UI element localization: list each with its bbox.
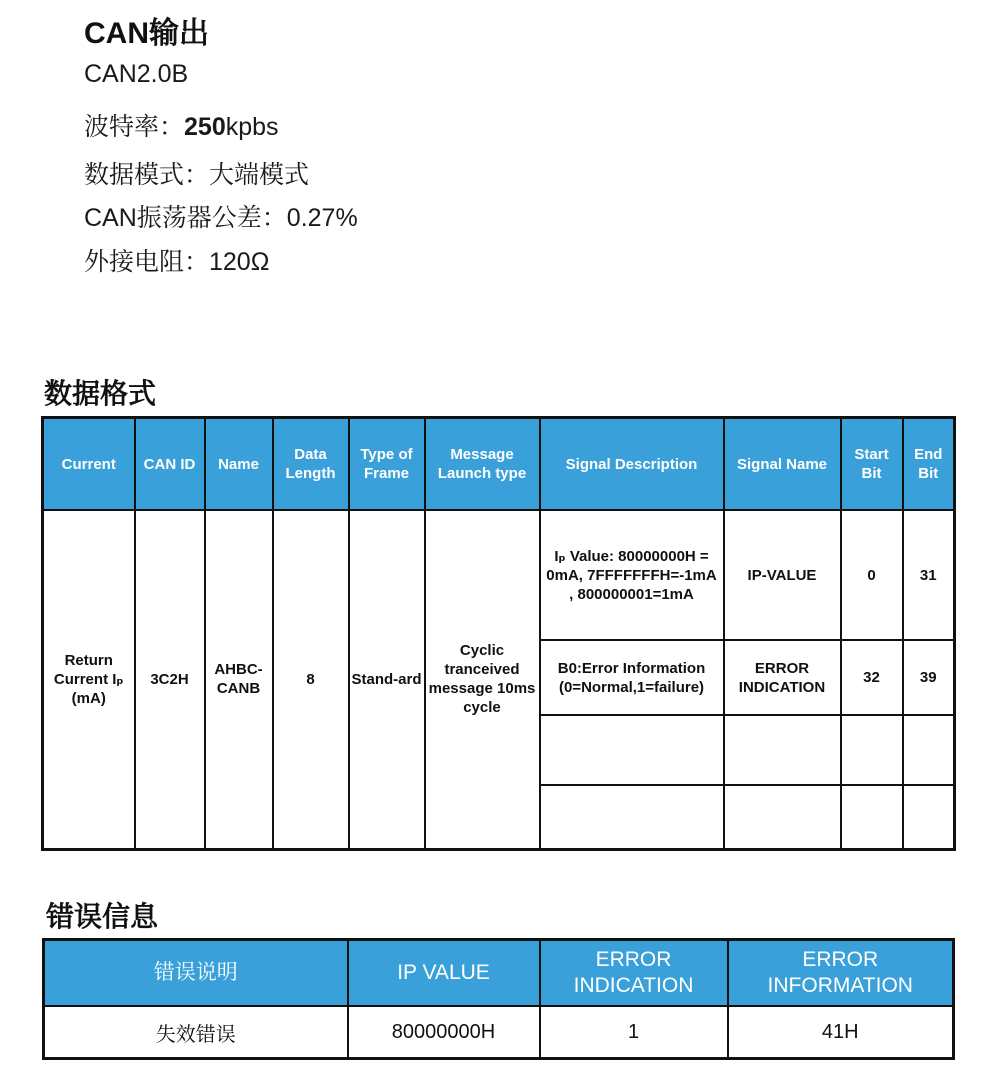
header-current: Current	[43, 418, 135, 511]
header-type-of-frame: Type of Frame	[349, 418, 425, 511]
header-error-desc: 错误说明	[44, 940, 348, 1007]
error-info-header-row	[44, 940, 954, 1007]
header-ip-value: IP VALUE	[348, 940, 540, 1007]
empty-cell	[724, 785, 841, 849]
table-row	[43, 510, 955, 640]
header-launch-type: Message Launch type	[425, 418, 540, 511]
cell-current: Return Current Iₚ (mA)	[43, 510, 135, 849]
error-info-title: 错误信息	[46, 901, 159, 932]
empty-cell	[724, 715, 841, 785]
data-format-title: 数据格式	[44, 378, 157, 409]
empty-cell	[841, 715, 903, 785]
data-format-table	[41, 416, 956, 851]
header-start-bit: Start Bit	[841, 418, 903, 511]
data-format-header-row	[43, 418, 955, 511]
empty-cell	[903, 785, 955, 849]
cell-can-id: 3C2H	[135, 510, 205, 849]
header-error-information: ERROR INFORMATION	[728, 940, 954, 1007]
empty-cell	[540, 715, 724, 785]
cell-signal-description: B0:Error Information (0=Normal,1=failure)	[540, 640, 724, 715]
cell-start-bit: 0	[841, 510, 903, 640]
cell-ip-value: 80000000H	[348, 1006, 540, 1059]
header-end-bit: End Bit	[903, 418, 955, 511]
empty-cell	[903, 715, 955, 785]
cell-start-bit: 32	[841, 640, 903, 715]
data-mode-line: 数据模式：大端模式	[84, 161, 310, 189]
oscillator-tolerance-line: CAN振荡器公差：0.27%	[84, 204, 358, 232]
cell-name: AHBC-CANB	[205, 510, 273, 849]
table-row	[44, 1006, 954, 1059]
header-signal-description: Signal Description	[540, 418, 724, 511]
baud-rate-unit: kpbs	[225, 113, 279, 141]
cell-error-indication: 1	[540, 1006, 728, 1059]
cell-type-of-frame: Stand-ard	[349, 510, 425, 849]
baud-rate-label: 波特率：	[84, 113, 185, 141]
header-error-indication: ERROR INDICATION	[540, 940, 728, 1007]
cell-data-length: 8	[273, 510, 349, 849]
header-signal-name: Signal Name	[724, 418, 841, 511]
error-info-table	[42, 938, 955, 1060]
cell-end-bit: 39	[903, 640, 955, 715]
baud-rate-line	[84, 107, 279, 143]
empty-cell	[540, 785, 724, 849]
cell-launch-type: Cyclic tranceived message 10ms cycle	[425, 510, 540, 849]
cell-signal-name: IP-VALUE	[724, 510, 841, 640]
cell-end-bit: 31	[903, 510, 955, 640]
empty-cell	[841, 785, 903, 849]
cell-error-information: 41H	[728, 1006, 954, 1059]
header-can-id: CAN ID	[135, 418, 205, 511]
protocol-line: CAN2.0B	[84, 60, 189, 88]
cell-signal-description: Iₚ Value: 80000000H = 0mA, 7FFFFFFFH=-1mA , 800000001=1mA	[540, 510, 724, 640]
cell-error-desc: 失效错误	[44, 1006, 348, 1059]
resistor-line: 外接电阻：120Ω	[84, 248, 270, 276]
header-data-length: Data Length	[273, 418, 349, 511]
can-output-title: CAN输出	[84, 17, 209, 50]
header-name: Name	[205, 418, 273, 511]
cell-signal-name: ERROR INDICATION	[724, 640, 841, 715]
baud-rate-value: 250	[184, 113, 226, 141]
